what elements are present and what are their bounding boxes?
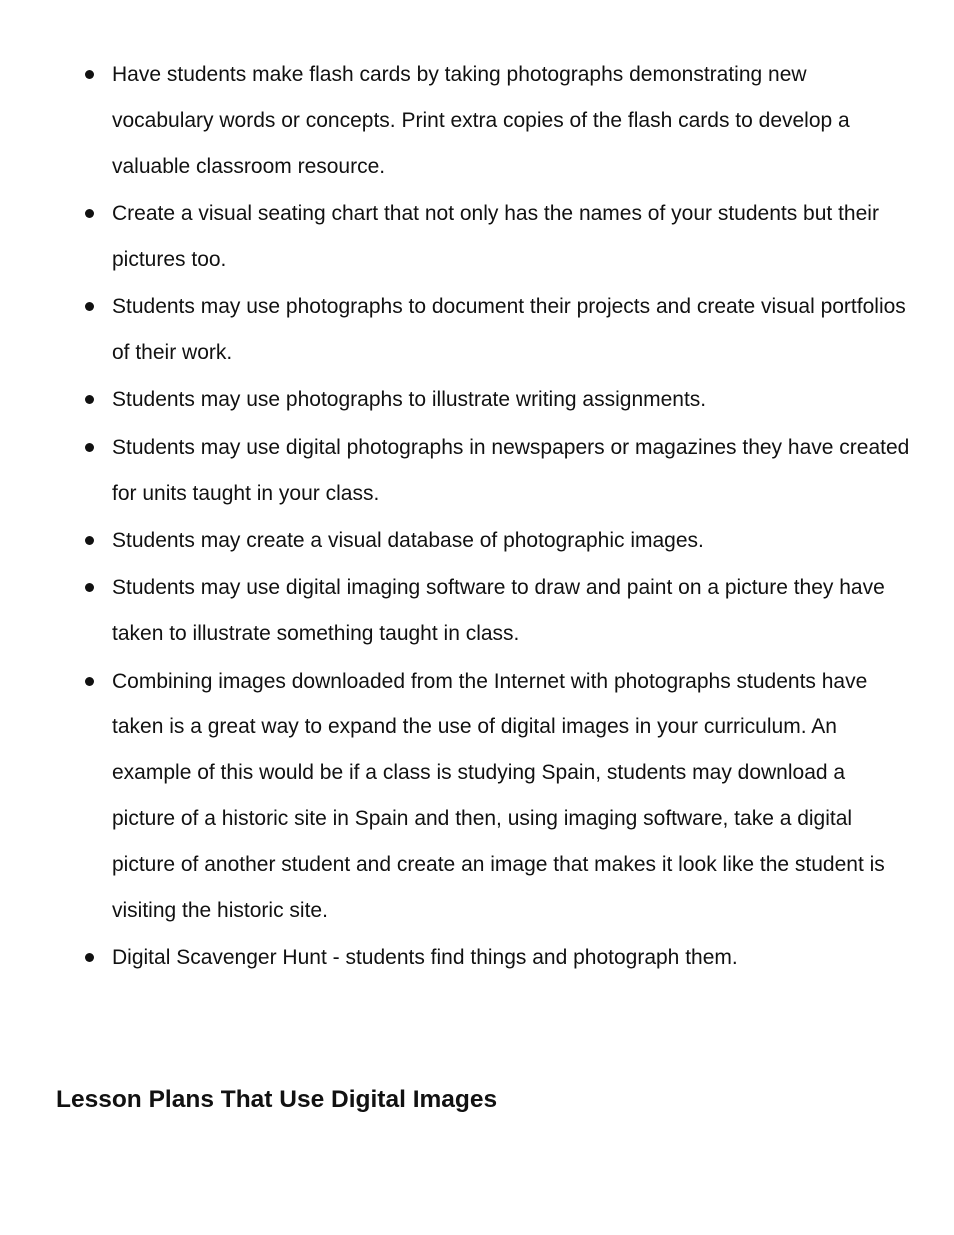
list-item xyxy=(82,518,912,564)
list-item xyxy=(82,191,912,283)
list-item xyxy=(82,935,912,981)
bullet-icon xyxy=(85,302,94,311)
bullet-icon xyxy=(85,70,94,79)
bullet-icon xyxy=(85,583,94,592)
list-item-text: Students may create a visual database of photographic images. xyxy=(112,528,704,552)
bullet-icon xyxy=(85,677,94,686)
list-item-text: Students may use photographs to illustrate writing assignments. xyxy=(112,388,707,412)
bullet-icon xyxy=(85,209,94,218)
bullet-icon xyxy=(85,395,94,404)
list-item xyxy=(82,659,912,934)
list-item-text: Students may use digital imaging software to draw and paint on a picture they have taken to illustrate something taught in class. xyxy=(112,576,885,646)
list-item xyxy=(82,425,912,517)
list-item xyxy=(82,284,912,376)
list-item-text: Combining images downloaded from the Internet with photographs students have taken is a great way to expand the use of digital images in your curriculum. An example of this would be if a class is studying Spain, students may download a picture of a historic site in Spain and then, using imaging software, take a digital picture of another student and create an image that makes it look like the student is visiting the historic site. xyxy=(112,669,885,922)
list-item-text: Students may use digital photographs in newspapers or magazines they have created for units taught in your class. xyxy=(112,435,910,505)
list-item-text: Create a visual seating chart that not only has the names of your students but their pictures too. xyxy=(112,201,879,271)
section-heading: Lesson Plans That Use Digital Images xyxy=(56,1086,498,1113)
list-item xyxy=(82,377,912,423)
bullet-icon xyxy=(85,536,94,545)
list-item-text: Students may use photographs to document their projects and create visual portfolios of their work. xyxy=(112,295,906,364)
bullet-icon xyxy=(85,953,94,962)
list-item-text: Digital Scavenger Hunt - students find things and photograph them. xyxy=(112,945,738,969)
list-item xyxy=(82,565,912,657)
ideas-bullet-list xyxy=(82,52,912,982)
list-item xyxy=(82,52,912,189)
list-item-text: Have students make flash cards by taking photographs demonstrating new vocabulary words or concepts. Print extra copies of the flash cards to develop a valuable classroom resource. xyxy=(112,63,850,178)
bullet-icon xyxy=(85,443,94,452)
